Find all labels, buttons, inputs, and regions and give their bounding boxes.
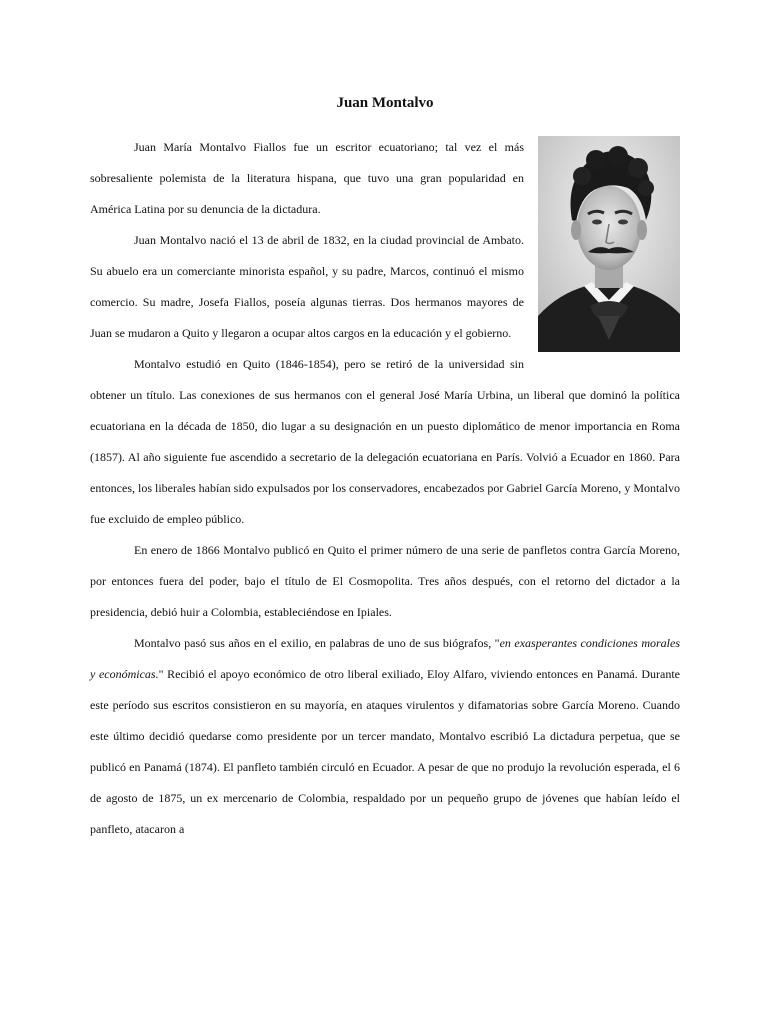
portrait-icon (538, 136, 680, 352)
paragraph-3: Montalvo estudió en Quito (1846-1854), pero se retiró de la universidad sin obtener un título. Las conexiones de sus hermanos con el general José María Urbina, un liberal que dominó la política ecuatoriana en la década de 1850, dio lugar a su designación en un puesto diplomático de menor importancia en Roma (1857). Al año siguiente fue ascendido a secretario de la delegación ecuatoriana en París. Volvió a Ecuador en 1860. Para entonces, los liberales habían sido expulsados por los conservadores, encabezados por Gabriel García Moreno, y Montalvo fue excluido de empleo público. (90, 357, 680, 526)
portrait-photo (538, 136, 680, 352)
paragraph-4: En enero de 1866 Montalvo publicó en Quito el primer número de una serie de panfletos contra García Moreno, por entonces fuera del poder, bajo el título de El Cosmopolita. Tres años después, con el retorno del dictador a la presidencia, debió huir a Colombia, estableciéndose en Ipiales. (90, 543, 680, 619)
page-title: Juan Montalvo (336, 95, 434, 111)
paragraph-5-rest: " Recibió el apoyo económico de otro liberal exiliado, Eloy Alfaro, viviendo entonces en Panamá. Durante este período sus escritos consistieron en su mayoría, en ataques virulentos y difamatorias sobre García Moreno. Cuando este último decidió quedarse como presidente por un tercer mandato, Montalvo escribió La dictadura perpetua, que se publicó en Panamá (1874). El panfleto también circuló en Ecuador. A pesar de que no produjo la revolución esperada, el 6 de agosto de 1875, un ex mercenario de Colombia, respaldado por un pequeño grupo de jóvenes que habían leído el panfleto, atacaron a (90, 667, 680, 836)
paragraph-5 (90, 628, 680, 845)
paragraph-2: Juan Montalvo nació el 13 de abril de 1832, en la ciudad provincial de Ambato. Su abuelo era un comerciante minorista español, y su padre, Marcos, continuó el mismo comercio. Su madre, Josefa Fiallos, poseía algunas tierras. Dos hermanos mayores de Juan se mudaron a Quito y llegaron a ocupar altos cargos en la educación y el gobierno. (90, 233, 524, 340)
paragraph-5-lead: Montalvo pasó sus años en el exilio, en palabras de uno de sus biógrafos, " (134, 636, 500, 650)
paragraph-1: Juan María Montalvo Fiallos fue un escritor ecuatoriano; tal vez el más sobresaliente polemista de la literatura hispana, que tuvo una gran popularidad en América Latina por su denuncia de la dictadura. (90, 140, 524, 216)
document-page (90, 88, 680, 845)
paragraph-5-quote: en exasperantes condiciones morales y económicas. (90, 636, 680, 681)
